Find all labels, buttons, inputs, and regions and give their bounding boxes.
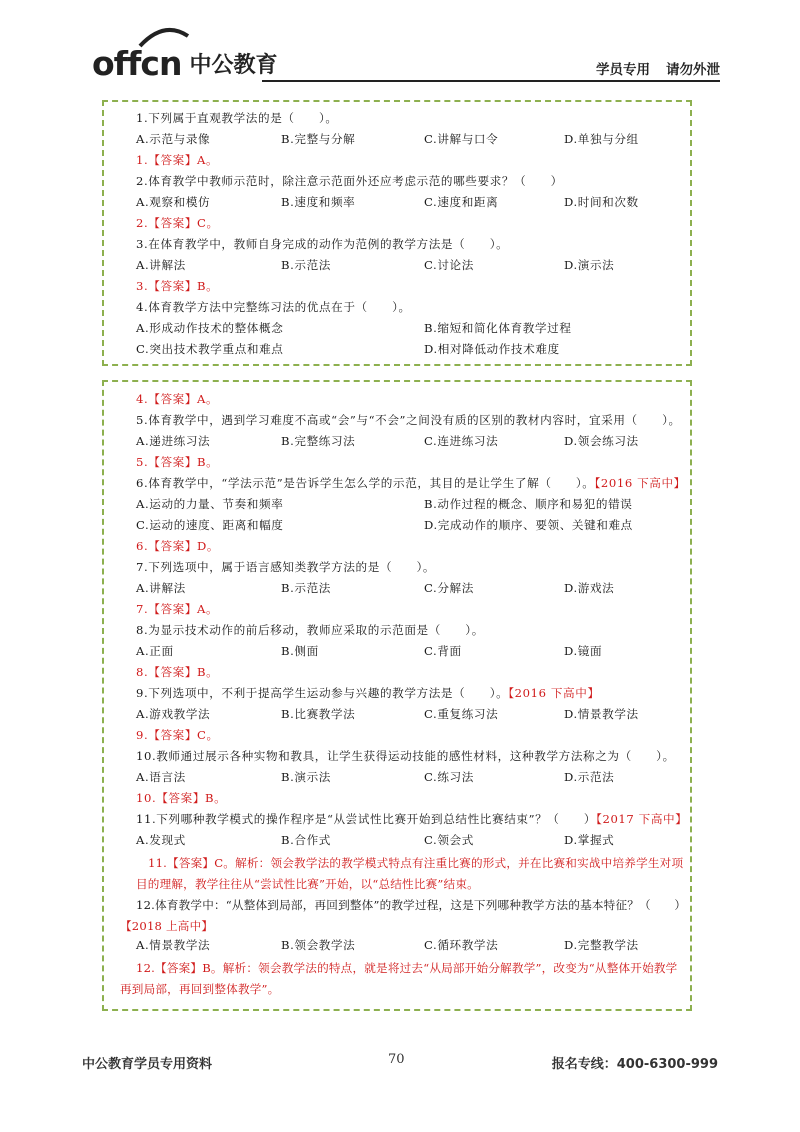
question-6-text: 6.体育教学中，“学法示范”是告诉学生怎么学的示范，其目的是让学生了解（ ）。: [136, 476, 595, 490]
option: D.掌握式: [564, 833, 615, 847]
option: B.速度和频率: [281, 195, 356, 209]
option: C.讨论法: [424, 258, 474, 272]
option: B.示范法: [281, 258, 331, 272]
question-3: 3.在体育教学中，教师自身完成的动作为范例的教学方法是（ ）。: [136, 237, 509, 251]
option: A.情景教学法: [136, 938, 211, 952]
option: B.完整与分解: [281, 132, 356, 146]
question-6: [136, 475, 692, 491]
exam-tag: 【2017 下高中】: [596, 812, 688, 826]
question-12-text: 12.体育教学中：“从整体到局部，再回到整体”的教学过程，这是下列哪种教学方法的基本特征？（ ）: [136, 898, 687, 912]
answer-8: 8.【答案】B。: [136, 665, 219, 679]
option: C.练习法: [424, 770, 474, 784]
answer-6: 6.【答案】D。: [136, 539, 220, 553]
question-4: 4.体育教学方法中完整练习法的优点在于（ ）。: [136, 300, 411, 314]
option: C.讲解与口令: [424, 132, 499, 146]
exam-tag: 【2018 上高中】: [120, 919, 214, 933]
question-9-text: 9.下列选项中，不利于提高学生运动参与兴趣的教学方法是（ ）。: [136, 686, 509, 700]
option: D.时间和次数: [564, 195, 639, 209]
option: B.领会教学法: [281, 938, 356, 952]
option: D.演示法: [564, 258, 615, 272]
option: D.完整教学法: [564, 938, 639, 952]
option: A.发现式: [136, 833, 186, 847]
question-11-text: 11.下列哪种教学模式的操作程序是“从尝试性比赛开始到总结性比赛结束”？（ ）: [136, 812, 597, 826]
question-7: 7.下列选项中，属于语言感知类教学方法的是（ ）。: [136, 560, 436, 574]
option: D.相对降低动作技术难度: [424, 342, 560, 356]
option: C.背面: [424, 644, 462, 658]
answer-10: 10.【答案】B。: [136, 791, 227, 805]
exam-tag: 【2016 下高中】: [594, 476, 686, 490]
option: D.示范法: [564, 770, 615, 784]
header-tags: [596, 58, 720, 78]
option: A.形成动作技术的整体概念: [136, 321, 284, 335]
answer-9: 9.【答案】C。: [136, 728, 219, 742]
answer-1: 1.【答案】A。: [136, 153, 219, 167]
option: A.示范与录像: [136, 132, 211, 146]
option: B.合作式: [281, 833, 331, 847]
option: A.游戏教学法: [136, 707, 211, 721]
option: B.缩短和简化体育教学过程: [424, 321, 572, 335]
footer-left: 中公教育学员专用资料: [82, 1057, 213, 1072]
page-number: 70: [388, 1052, 405, 1067]
answer-5: 5.【答案】B。: [136, 455, 219, 469]
answer-11: 11.【答案】C。解析：领会教学法的教学模式特点有注重比赛的形式，并在比赛和实战中培养学生对项目的理解，教学往往从“尝试性比赛”开始，以“总结性比赛”结束。: [136, 856, 684, 891]
option: A.观察和模仿: [136, 195, 211, 209]
exam-tag: 【2016 下高中】: [508, 686, 600, 700]
option: B.比赛教学法: [281, 707, 356, 721]
option: D.情景教学法: [564, 707, 639, 721]
option: A.讲解法: [136, 581, 186, 595]
option: D.游戏法: [564, 581, 615, 595]
question-9: [136, 685, 692, 701]
option: B.示范法: [281, 581, 331, 595]
answer-3: 3.【答案】B。: [136, 279, 219, 293]
question-11: [136, 811, 692, 827]
brand-logo: [92, 36, 278, 83]
option: B.演示法: [281, 770, 331, 784]
logo-arc-icon: [138, 26, 190, 48]
answer-2: 2.【答案】C。: [136, 216, 219, 230]
option: A.递进练习法: [136, 434, 211, 448]
option: B.完整练习法: [281, 434, 356, 448]
option: B.动作过程的概念、顺序和易犯的错误: [424, 497, 633, 511]
option: B.侧面: [281, 644, 319, 658]
logo-english: offcn: [92, 44, 182, 83]
answer-12: 12.【答案】B。解析：领会教学法的特点，就是将过去“从局部开始分解教学”，改变为“从整体开始教学再到局部，再回到整体教学”。: [120, 961, 678, 996]
logo-chinese: 中公教育: [189, 53, 278, 78]
option: D.镜面: [564, 644, 603, 658]
question-10: 10.教师通过展示各种实物和教具，让学生获得运动技能的感性材料，这种教学方法称之为（ ）。: [136, 749, 675, 763]
header-tag-confidential: 请勿外泄: [666, 62, 720, 78]
option: A.正面: [136, 644, 174, 658]
answer-7: 7.【答案】A。: [136, 602, 219, 616]
header-tag-students: 学员专用: [596, 62, 650, 78]
question-5: 5.体育教学中，遇到学习难度不高或“会”与“不会”之间没有质的区别的教材内容时，宜采用（ ）。: [136, 413, 681, 427]
option: D.领会练习法: [564, 434, 639, 448]
option: A.讲解法: [136, 258, 186, 272]
option: C.突出技术教学重点和难点: [136, 342, 284, 356]
option: C.重复练习法: [424, 707, 499, 721]
question-2: 2.体育教学中教师示范时，除注意示范面外还应考虑示范的哪些要求？（ ）: [136, 174, 563, 188]
option: C.连进练习法: [424, 434, 499, 448]
footer-hotline: 报名专线：400-6300-999: [551, 1057, 718, 1072]
answer-4: 4.【答案】A。: [136, 392, 219, 406]
option: C.速度和距离: [424, 195, 499, 209]
option: A.语言法: [136, 770, 186, 784]
question-8: 8.为显示技术动作的前后移动，教师应采取的示范面是（ ）。: [136, 623, 484, 637]
option: C.运动的速度、距离和幅度: [136, 518, 284, 532]
option: D.单独与分组: [564, 132, 639, 146]
header-divider: [262, 80, 720, 82]
option: C.领会式: [424, 833, 474, 847]
option: D.完成动作的顺序、要领、关键和难点: [424, 518, 633, 532]
option: C.分解法: [424, 581, 474, 595]
question-1: 1.下列属于直观教学法的是（ ）。: [136, 111, 338, 125]
question-12: [120, 895, 686, 937]
option: C.循环教学法: [424, 938, 499, 952]
option: A.运动的力量、节奏和频率: [136, 497, 284, 511]
